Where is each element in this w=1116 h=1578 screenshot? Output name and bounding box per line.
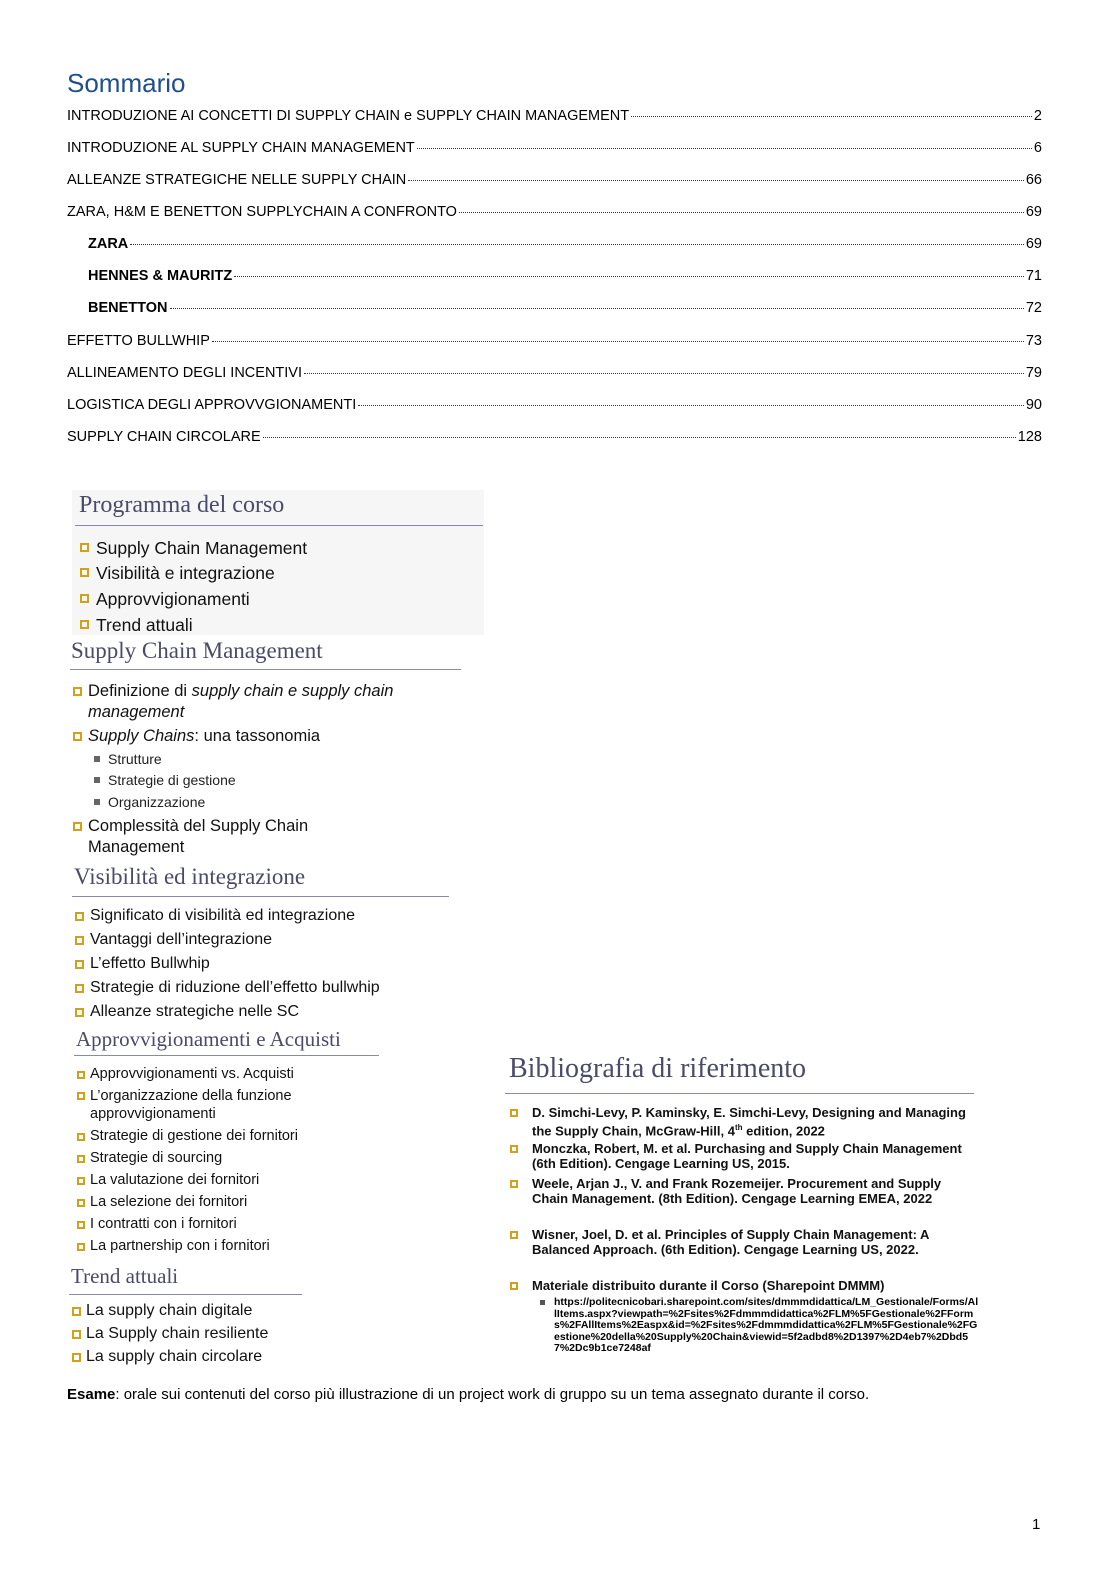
toc-page: 79	[1025, 365, 1042, 381]
toc-entry[interactable]	[67, 140, 1042, 160]
toc-leader	[212, 341, 1024, 342]
square-bullet-icon	[75, 912, 84, 921]
toc-leader	[130, 244, 1024, 245]
toc-label: HENNES & MAURITZ	[88, 268, 233, 284]
approvvigionamenti-item: I contratti con i fornitori	[77, 1216, 237, 1232]
sommario-title: Sommario	[67, 68, 186, 98]
visibilita-item: L’effetto Bullwhip	[75, 955, 210, 973]
scm-item: Supply Chains: una tassonomia	[73, 727, 320, 746]
programma-item: Trend attuali	[80, 615, 193, 636]
bibliografia-item: Weele, Arjan J., V. and Frank Rozemeijer. Procurement and Supply Chain Management. (8th Edition). Cengage Learning EMEA, 2022	[510, 1176, 980, 1206]
toc-page: 2	[1033, 108, 1042, 124]
toc-entry[interactable]	[67, 108, 1042, 128]
toc-leader	[234, 276, 1024, 277]
toc-page: 72	[1025, 300, 1042, 316]
scm-subitem: Strutture	[94, 751, 162, 767]
square-bullet-icon	[72, 1353, 81, 1362]
toc-label: LOGISTICA DEGLI APPROVVGIONAMENTI	[67, 397, 357, 413]
square-bullet-icon	[77, 1133, 85, 1141]
bibliografia-item: Materiale distribuito durante il Corso (Sharepoint DMMM)	[510, 1278, 980, 1293]
sharepoint-link[interactable]: https://politecnicobari.sharepoint.com/sites/dmmmdidattica/LM_Gestionale/Forms/AllItems.aspx?viewpath=%2Fsites%2Fdmmmdidattica%2FLM%5FGestionale%2FForms%2FAllItems%2Easpx&id=%2Fsites%2Fdmmmdidattica%2FLM%5FGestionale%2FGestione%20della%20Supply%20Chain&viewid=5f2adbd8%2D1397%2D4eb7%2Dbd57%2Dc9b1ce7248af	[540, 1297, 980, 1355]
toc-entry[interactable]	[88, 236, 1042, 256]
trend-item: La supply chain digitale	[72, 1302, 252, 1320]
toc-entry[interactable]	[88, 268, 1042, 288]
bibliografia-item: Wisner, Joel, D. et al. Principles of Supply Chain Management: A Balanced Approach. (6th Edition). Cengage Learning US, 2022.	[510, 1227, 980, 1257]
approvvigionamenti-item: La valutazione dei fornitori	[77, 1172, 259, 1188]
small-square-bullet-icon	[94, 799, 100, 805]
toc-label: ZARA, H&M E BENETTON SUPPLYCHAIN A CONFRONTO	[67, 204, 457, 220]
square-bullet-icon	[77, 1177, 85, 1185]
bibliografia-item: D. Simchi-Levy, P. Kaminsky, E. Simchi-Levy, Designing and Managing the Supply Chain, McGraw-Hill, 4th edition, 2022	[510, 1105, 980, 1138]
square-bullet-icon	[75, 984, 84, 993]
bibliografia-title: Bibliografia di riferimento	[509, 1053, 807, 1084]
square-bullet-icon	[510, 1180, 518, 1188]
toc-leader	[417, 148, 1032, 149]
toc-leader	[263, 437, 1016, 438]
square-bullet-icon	[80, 620, 89, 629]
scm-item: Definizione di supply chain e supply chain management	[73, 681, 463, 723]
square-bullet-icon	[77, 1199, 85, 1207]
visibilita-item: Alleanze strategiche nelle SC	[75, 1003, 299, 1021]
trend-item: La supply chain circolare	[72, 1348, 262, 1366]
toc-entry[interactable]	[67, 204, 1042, 224]
approvvigionamenti-item: Approvvigionamenti vs. Acquisti	[77, 1066, 294, 1082]
toc-page: 66	[1025, 172, 1042, 188]
square-bullet-icon	[77, 1243, 85, 1251]
trend-title: Trend attuali	[71, 1264, 179, 1288]
square-bullet-icon	[77, 1155, 85, 1163]
approvvigionamenti-item: La partnership con i fornitori	[77, 1238, 270, 1254]
square-bullet-icon	[72, 1307, 81, 1316]
square-bullet-icon	[72, 1330, 81, 1339]
small-square-bullet-icon	[540, 1300, 545, 1305]
visibilita-rule	[72, 896, 449, 897]
square-bullet-icon	[510, 1231, 518, 1239]
toc-page: 69	[1025, 204, 1042, 220]
visibilita-item: Vantaggi dell’integrazione	[75, 931, 272, 949]
approvvigionamenti-item: L’organizzazione della funzione approvvigionamenti	[77, 1087, 357, 1123]
square-bullet-icon	[510, 1145, 518, 1153]
toc-label: BENETTON	[88, 300, 168, 316]
visibilita-title: Visibilità ed integrazione	[74, 864, 306, 889]
toc-leader	[631, 116, 1032, 117]
square-bullet-icon	[77, 1221, 85, 1229]
programma-item: Approvvigionamenti	[80, 589, 250, 610]
toc-page: 73	[1025, 333, 1042, 349]
toc-entry[interactable]	[67, 365, 1042, 385]
small-square-bullet-icon	[94, 756, 100, 762]
toc-entry[interactable]	[88, 300, 1042, 320]
bibliografia-rule	[505, 1093, 974, 1094]
square-bullet-icon	[510, 1109, 518, 1117]
toc-label: INTRODUZIONE AI CONCETTI DI SUPPLY CHAIN e SUPPLY CHAIN MANAGEMENT	[67, 108, 630, 124]
scm-title: Supply Chain Management	[71, 638, 323, 663]
approvvigionamenti-item: Strategie di sourcing	[77, 1150, 222, 1166]
toc-leader	[459, 212, 1024, 213]
scm-subitem: Organizzazione	[94, 794, 205, 810]
toc-label: ALLEANZE STRATEGICHE NELLE SUPPLY CHAIN	[67, 172, 407, 188]
toc-label: ALLINEAMENTO DEGLI INCENTIVI	[67, 365, 303, 381]
toc-label: SUPPLY CHAIN CIRCOLARE	[67, 429, 261, 445]
toc-page: 128	[1017, 429, 1042, 445]
scm-rule	[70, 669, 461, 670]
approvvigionamenti-item: Strategie di gestione dei fornitori	[77, 1128, 298, 1144]
toc-leader	[304, 373, 1024, 374]
programma-item: Visibilità e integrazione	[80, 563, 275, 584]
square-bullet-icon	[75, 936, 84, 945]
toc-entry[interactable]	[67, 172, 1042, 192]
programma-rule	[75, 525, 483, 526]
exam-note: Esame: orale sui contenuti del corso più illustrazione di un project work di gruppo su un tema assegnato durante il corso.	[67, 1386, 870, 1403]
page-number: 1	[1032, 1516, 1041, 1533]
toc-page: 71	[1025, 268, 1042, 284]
trend-rule	[69, 1294, 302, 1295]
scm-item: Complessità del Supply Chain Management	[73, 816, 373, 858]
square-bullet-icon	[73, 822, 82, 831]
visibilita-item: Significato di visibilità ed integrazione	[75, 907, 355, 925]
scm-subitem: Strategie di gestione	[94, 772, 236, 788]
visibilita-item: Strategie di riduzione dell’effetto bullwhip	[75, 979, 380, 997]
toc-leader	[408, 180, 1024, 181]
toc-leader	[170, 308, 1024, 309]
toc-entry[interactable]	[67, 397, 1042, 417]
approvvigionamenti-item: La selezione dei fornitori	[77, 1194, 247, 1210]
toc-leader	[358, 405, 1024, 406]
toc-entry[interactable]	[67, 333, 1042, 353]
small-square-bullet-icon	[94, 777, 100, 783]
square-bullet-icon	[73, 687, 82, 696]
toc-label: INTRODUZIONE AL SUPPLY CHAIN MANAGEMENT	[67, 140, 415, 156]
toc-page: 6	[1033, 140, 1042, 156]
square-bullet-icon	[75, 1008, 84, 1017]
toc-entry[interactable]	[67, 429, 1042, 449]
bibliografia-item: Monczka, Robert, M. et al. Purchasing and Supply Chain Management (6th Edition). Cengage Learning US, 2015.	[510, 1141, 980, 1171]
programma-title: Programma del corso	[79, 492, 285, 518]
square-bullet-icon	[73, 732, 82, 741]
toc-label: ZARA	[88, 236, 129, 252]
toc-page: 69	[1025, 236, 1042, 252]
toc-page: 90	[1025, 397, 1042, 413]
square-bullet-icon	[77, 1092, 85, 1100]
square-bullet-icon	[80, 594, 89, 603]
approvvigionamenti-rule	[74, 1055, 379, 1056]
square-bullet-icon	[77, 1071, 85, 1079]
programma-item: Supply Chain Management	[80, 538, 307, 559]
trend-item: La Supply chain resiliente	[72, 1325, 268, 1343]
toc-label: EFFETTO BULLWHIP	[67, 333, 210, 349]
square-bullet-icon	[510, 1282, 518, 1290]
square-bullet-icon	[75, 960, 84, 969]
approvvigionamenti-title: Approvvigionamenti e Acquisti	[76, 1027, 341, 1051]
square-bullet-icon	[80, 543, 89, 552]
square-bullet-icon	[80, 568, 89, 577]
